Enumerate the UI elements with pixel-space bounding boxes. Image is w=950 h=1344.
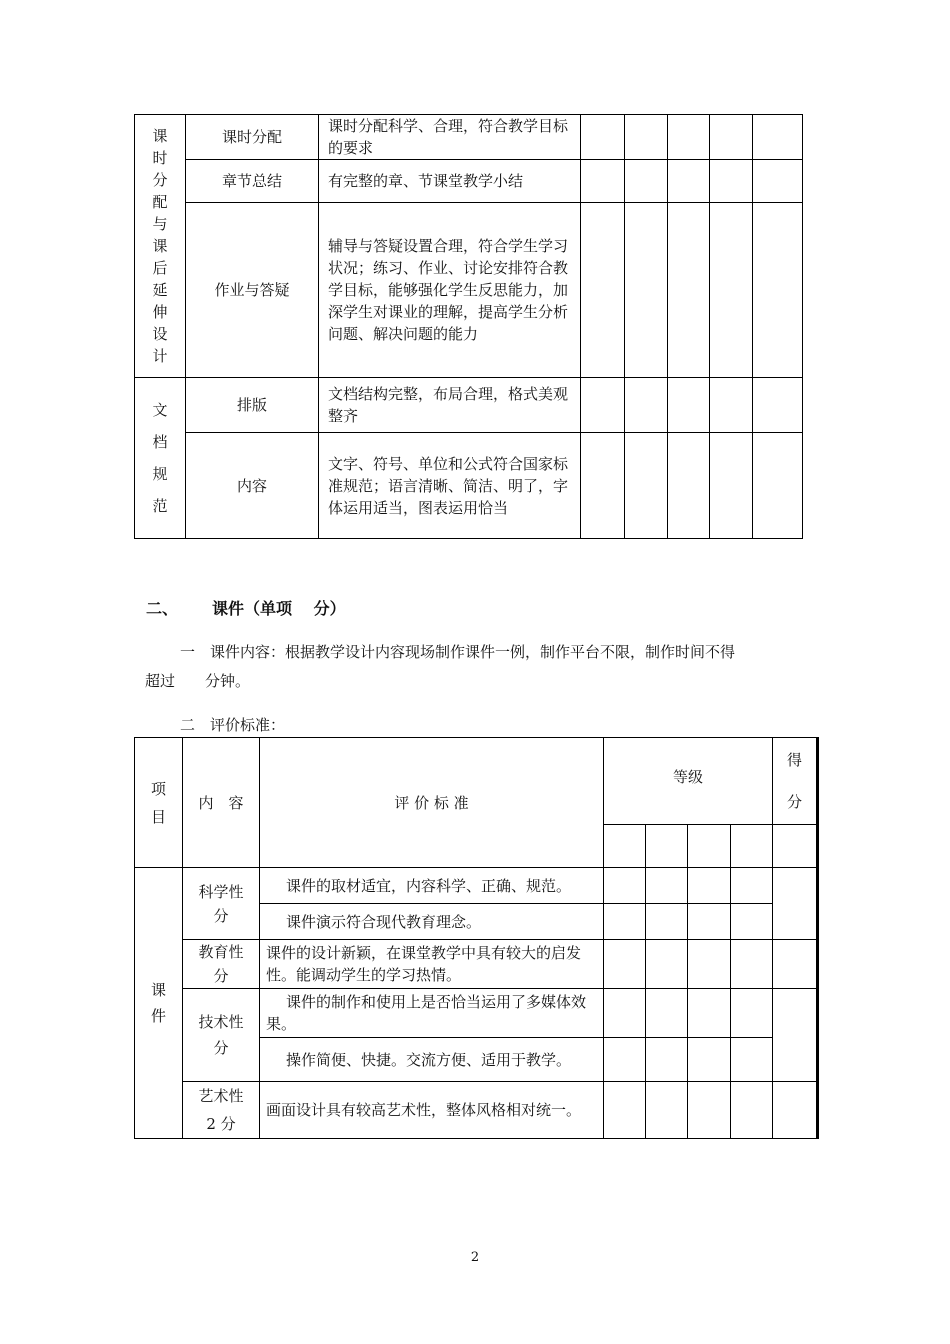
score-cell [753,115,803,160]
item-cell-science: 科学性 分 [183,868,260,940]
grade-cell [581,433,625,539]
grade-cell [625,115,668,160]
grade-cell [710,160,753,203]
grade-cell [688,1038,731,1082]
grade-cell [581,115,625,160]
score-cell [753,378,803,433]
grade-cell [668,115,710,160]
score-cell [753,433,803,539]
grade-cell [646,904,688,940]
criteria-cell: 课件的设计新颖，在课堂教学中具有较大的启发性。能调动学生的学习热情。 [260,940,604,989]
criteria-cell: 课时分配科学、合理，符合教学目标的要求 [319,115,581,160]
category-cell-homework-design: 课 时 分 配 与 课 后 延 伸 设 计 [135,115,186,378]
grade-cell [710,378,753,433]
section-title: 课件（单项 分） [212,599,346,618]
item-cell: 作业与答疑 [186,203,319,378]
grade-cell [710,433,753,539]
score-cell [753,203,803,378]
grade-cell [604,1038,646,1082]
grade-header-cell [604,825,646,868]
grade-cell [668,433,710,539]
grade-cell [604,904,646,940]
score-header-cell [773,825,818,868]
grade-cell [581,203,625,378]
header-grade: 等级 [604,738,773,825]
header-content: 内 容 [183,738,260,868]
criteria-cell: 操作简便、快捷。交流方便、适用于教学。 [260,1038,604,1082]
criteria-cell: 课件演示符合现代教育理念。 [260,904,604,940]
score-cell [773,989,818,1082]
criteria-cell: 有完整的章、节课堂教学小结 [319,160,581,203]
grade-cell [604,940,646,989]
page-number: 2 [470,1250,480,1265]
section-heading [146,596,346,619]
grade-cell [731,868,773,904]
grade-cell [625,378,668,433]
item-cell: 内容 [186,433,319,539]
grade-cell [625,433,668,539]
category-cell-courseware: 课 件 [135,868,183,1139]
evaluation-table-2 [134,737,819,1139]
grade-cell [646,989,688,1038]
item-cell-education: 教育性 分 [183,940,260,989]
grade-cell [688,1082,731,1139]
grade-cell [731,989,773,1038]
grade-header-cell [646,825,688,868]
header-standard: 评 价 标 准 [260,738,604,868]
score-cell [773,1082,818,1139]
grade-cell [646,1038,688,1082]
grade-cell [731,1082,773,1139]
header-score: 得 分 [773,738,818,825]
item-cell: 课时分配 [186,115,319,160]
grade-header-cell [731,825,773,868]
grade-cell [731,1038,773,1082]
section-number: 二、 [146,599,179,618]
criteria-cell: 文字、符号、单位和公式符合国家标准规范；语言清晰、简洁、明了，字体运用适当，图表运用恰当 [319,433,581,539]
grade-cell [688,904,731,940]
grade-cell [604,868,646,904]
paragraph-content-line2: 超过 分钟。 [145,672,251,690]
grade-cell [646,940,688,989]
grade-cell [710,203,753,378]
grade-cell [581,378,625,433]
grade-cell [668,160,710,203]
criteria-cell: 课件的取材适宜，内容科学、正确、规范。 [260,868,604,904]
evaluation-table-1 [134,114,803,539]
grade-cell [688,868,731,904]
score-cell [773,940,818,989]
grade-cell [646,1082,688,1139]
item-cell: 排版 [186,378,319,433]
item-cell-art: 艺术性 2 分 [183,1082,260,1139]
grade-cell [604,989,646,1038]
grade-header-cell [688,825,731,868]
criteria-cell: 辅导与答疑设置合理，符合学生学习状况；练习、作业、讨论安排符合教学目标，能够强化学生反思能力，加深学生对课业的理解，提高学生分析问题、解决问题的能力 [319,203,581,378]
score-cell [753,160,803,203]
grade-cell [710,115,753,160]
grade-cell [731,904,773,940]
criteria-cell: 文档结构完整，布局合理，格式美观整齐 [319,378,581,433]
header-project: 项 目 [135,738,183,868]
item-cell: 章节总结 [186,160,319,203]
grade-cell [625,160,668,203]
item-cell-technique: 技术性 分 [183,989,260,1082]
category-cell-document-spec: 文 档 规 范 [135,378,186,539]
score-cell [773,868,818,940]
grade-cell [604,1082,646,1139]
grade-cell [731,940,773,989]
grade-cell [646,868,688,904]
criteria-cell: 课件的制作和使用上是否恰当运用了多媒体效果。 [260,989,604,1038]
grade-cell [668,378,710,433]
grade-cell [688,989,731,1038]
grade-cell [688,940,731,989]
paragraph-criteria-label: 二 评价标准： [180,716,286,734]
grade-cell [581,160,625,203]
grade-cell [625,203,668,378]
paragraph-content-line1: 一 课件内容：根据教学设计内容现场制作课件一例，制作平台不限，制作时间不得 [180,643,736,661]
grade-cell [668,203,710,378]
criteria-cell: 画面设计具有较高艺术性，整体风格相对统一。 [260,1082,604,1139]
